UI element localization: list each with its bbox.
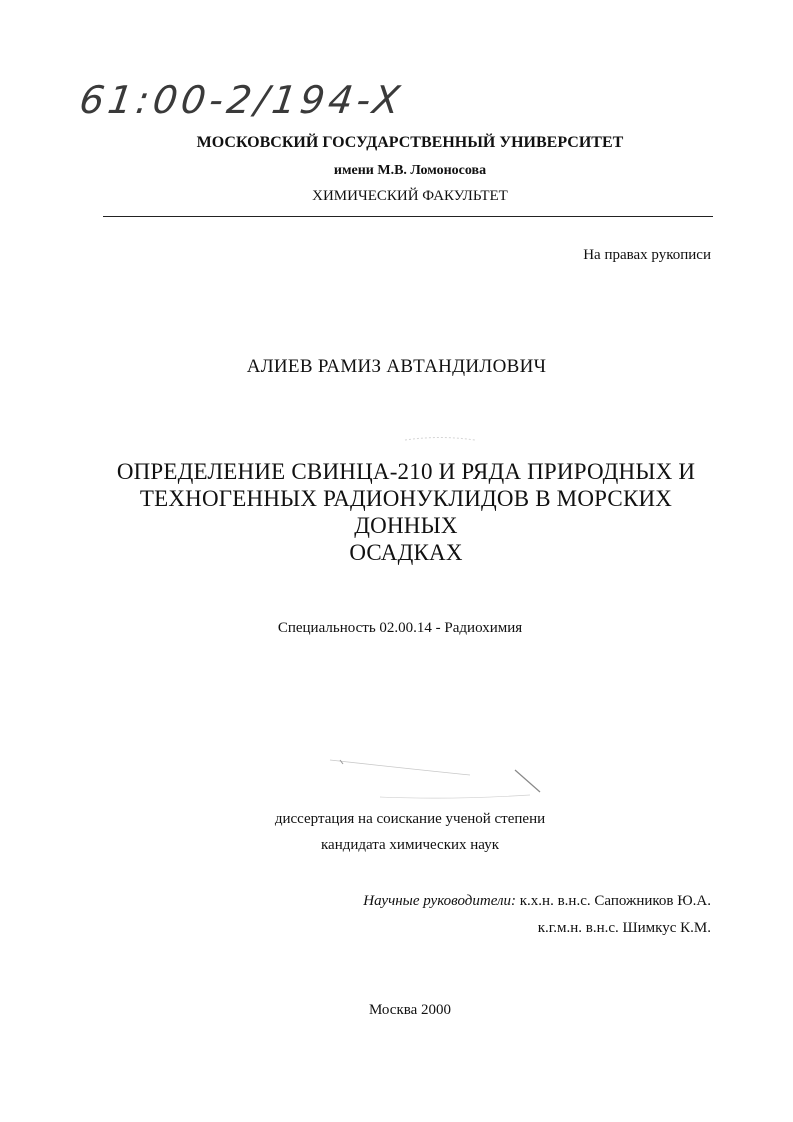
university-named-after: имени М.В. Ломоносова [333, 163, 487, 178]
title-line: ОПРЕДЕЛЕНИЕ СВИНЦА-210 И РЯДА ПРИРОДНЫХ И [116, 459, 696, 484]
supervisors-label: Научные руководители: [363, 893, 517, 909]
supervisors-line-1 [363, 893, 711, 910]
university-name: МОСКОВСКИЙ ГОСУДАРСТВЕННЫЙ УНИВЕРСИТЕТ [196, 134, 624, 151]
speciality: Специальность 02.00.14 - Радиохимия [277, 620, 523, 636]
degree-name: кандидата химических наук [320, 837, 499, 853]
author-name: АЛИЕВ РАМИЗ АВТАНДИЛОВИЧ [246, 356, 547, 377]
supervisor-1: к.х.н. в.н.с. Сапожников Ю.А. [516, 893, 711, 909]
title-line: ОСАДКАХ [349, 540, 463, 565]
manuscript-rights-note: На правах рукописи [583, 247, 711, 263]
supervisor-2: к.г.м.н. в.н.с. Шимкус К.М. [537, 920, 711, 936]
city-and-year: Москва 2000 [368, 1002, 452, 1018]
faculty-name: ХИМИЧЕСКИЙ ФАКУЛЬТЕТ [312, 188, 508, 204]
title-line: ТЕХНОГЕННЫХ РАДИОНУКЛИДОВ В МОРСКИХ ДОННЫХ [139, 486, 673, 538]
degree-purpose: диссертация на соискание ученой степени [274, 811, 546, 827]
handwritten-archive-code: 61:00-2/194-X [76, 78, 407, 122]
